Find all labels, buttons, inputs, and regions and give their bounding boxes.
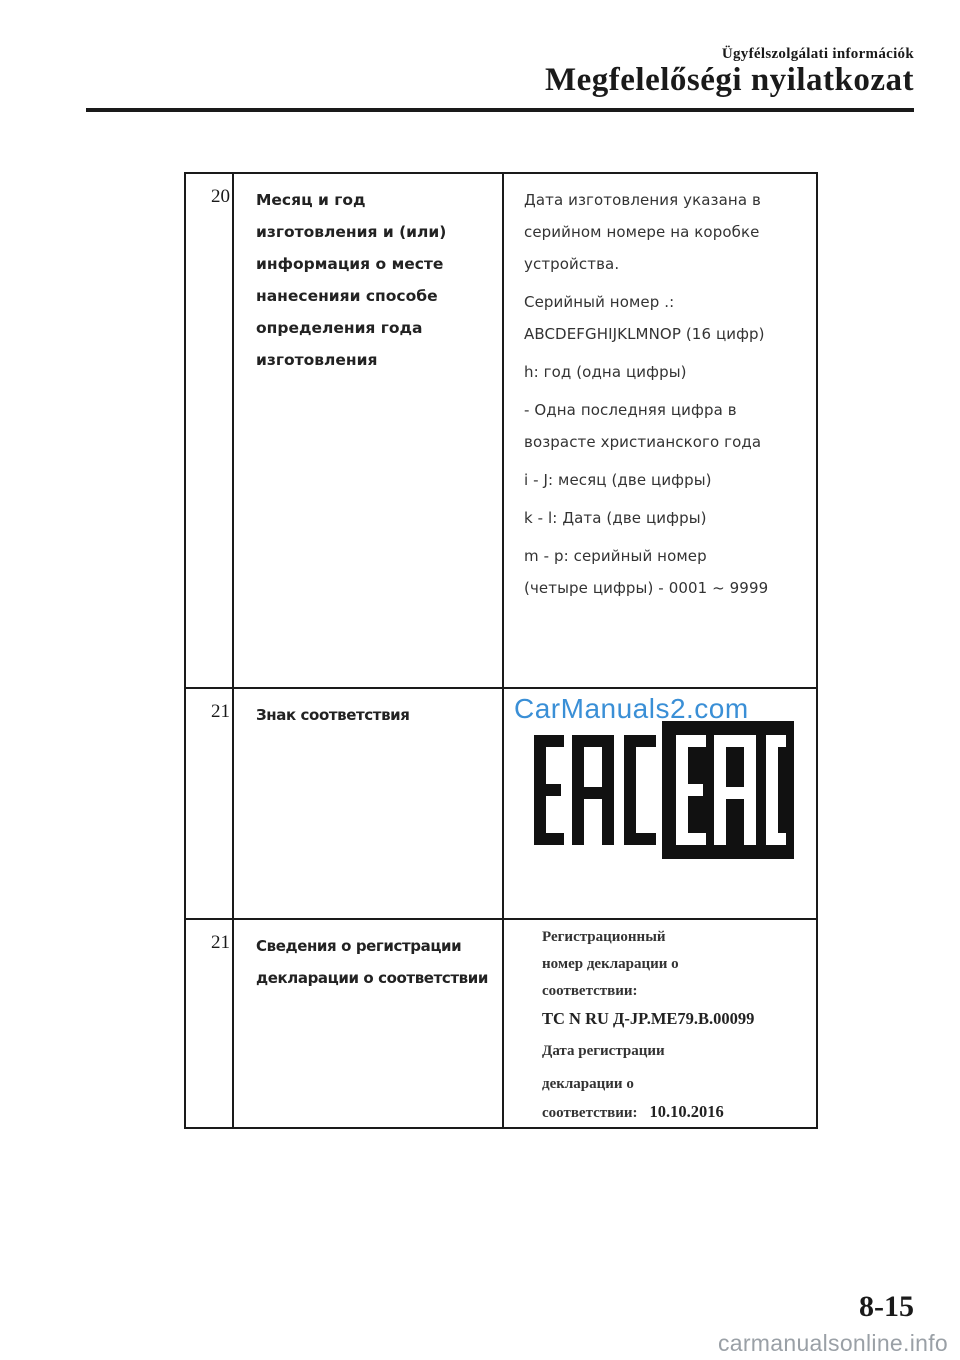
desc-line: (четыре цифры) - 0001 ~ 9999 xyxy=(524,579,769,597)
row-description xyxy=(503,688,817,919)
row-number: 21 xyxy=(185,688,233,919)
desc-line: ABCDEFGHIJKLMNOP (16 цифр) xyxy=(524,325,765,343)
registration-stamp xyxy=(503,919,817,1128)
desc-line: i - J: месяц (две цифры) xyxy=(524,471,712,489)
row-number: 20 xyxy=(185,173,233,688)
row-number: 21 xyxy=(185,919,233,1128)
eac-mark-area xyxy=(514,693,834,899)
desc-line: - Одна последняя цифра в xyxy=(524,401,737,419)
eac-logo xyxy=(514,699,834,899)
label-line: декларации о соответствии xyxy=(256,969,488,987)
declaration-table xyxy=(184,172,818,1129)
desc-line: Дата изготовления указана в xyxy=(524,191,761,209)
label-line: изготовления и (или) xyxy=(256,223,447,241)
label-line: Знак соответствия xyxy=(256,706,410,724)
declaration-number: ТС N RU Д-JP.ME79.B.00099 xyxy=(542,1009,755,1028)
footer-site-link[interactable]: carmanualsonline.info xyxy=(717,1330,948,1356)
registration-date: 10.10.2016 xyxy=(649,1102,724,1121)
desc-line: устройства. xyxy=(524,255,620,273)
reg-line: Дата регистрации xyxy=(542,1043,665,1059)
table-row xyxy=(185,173,817,688)
page-number: 8-15 xyxy=(859,1290,914,1323)
desc-line: Серийный номер .: xyxy=(524,293,675,311)
reg-line: декларации о xyxy=(542,1076,634,1092)
page-title: Megfelelőségi nyilatkozat xyxy=(545,62,914,98)
row-label xyxy=(233,919,503,1128)
desc-line: серийном номере на коробке xyxy=(524,223,760,241)
reg-line xyxy=(524,1098,816,1127)
label-line: информация о месте xyxy=(256,255,444,273)
label-line: нанесенияи способе xyxy=(256,287,438,305)
table-row xyxy=(185,688,817,919)
desc-line: m - p: серийный номер xyxy=(524,547,707,565)
reg-line: соответствии: xyxy=(542,983,638,999)
watermark-text: CarManuals2.com xyxy=(514,693,749,724)
table-row xyxy=(185,919,817,1128)
reg-line: номер декларации о xyxy=(542,956,679,972)
reg-line: Регистрационный xyxy=(542,929,666,945)
desc-line: возрасте христианского года xyxy=(524,433,762,451)
header-subtitle: Ügyfélszolgálati információk xyxy=(721,46,914,62)
reg-label: соответствии: xyxy=(542,1105,638,1121)
row-description xyxy=(503,173,817,688)
row-label xyxy=(233,688,503,919)
desc-line: k - l: Дата (две цифры) xyxy=(524,509,707,527)
header-rule xyxy=(86,108,914,112)
label-line: изготовления xyxy=(256,351,378,369)
label-line: Сведения о регистрации xyxy=(256,937,462,955)
row-label xyxy=(233,173,503,688)
label-line: Месяц и год xyxy=(256,191,366,209)
desc-line: h: год (одна цифры) xyxy=(524,363,687,381)
label-line: определения года xyxy=(256,319,423,337)
